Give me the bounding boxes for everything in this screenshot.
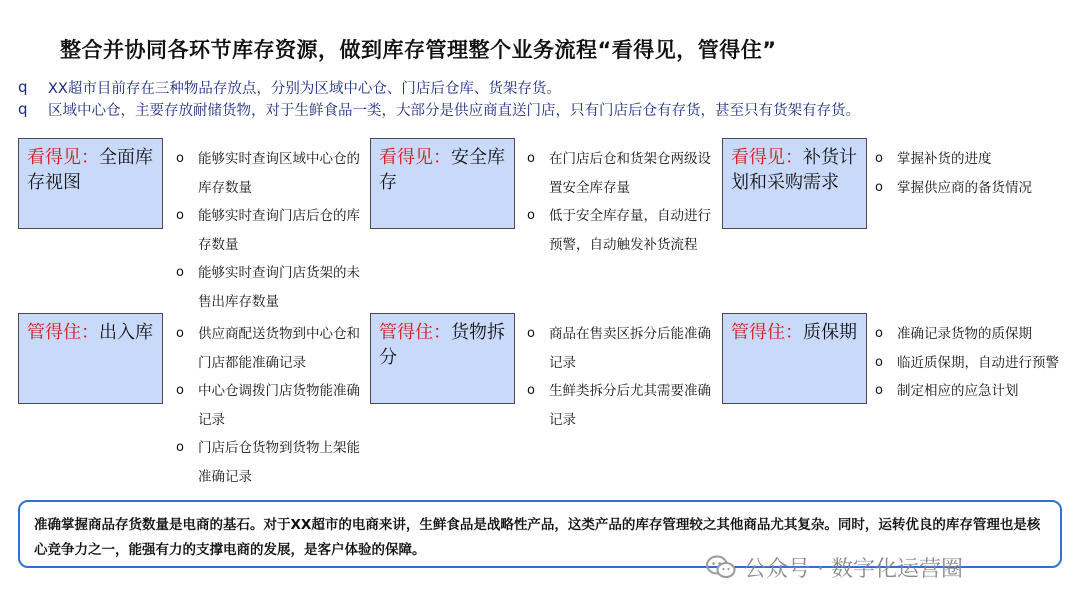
list-item: o 能够实时查询门店货架的未售出库存数量 bbox=[176, 259, 361, 316]
list-item: o 在门店后仓和货架仓两级设置安全库存量 bbox=[527, 145, 712, 202]
section-box-visibility-inventory bbox=[18, 138, 163, 229]
bullet-marker: o bbox=[527, 151, 535, 166]
section-title: 补货计划和采购需求 bbox=[731, 147, 857, 193]
bullet-marker: o bbox=[176, 326, 184, 341]
bullet-marker: o bbox=[527, 326, 535, 341]
section-box-shelf-life bbox=[722, 313, 867, 404]
section-title: 安全库存 bbox=[379, 147, 505, 193]
intro-marker-2: q bbox=[18, 100, 28, 118]
bullet-marker: o bbox=[875, 151, 883, 166]
intro-text-2: 区域中心仓，主要存放耐储货物，对于生鲜食品一类，大部分是供应商直送门店，只有门店后仓有存货，甚至只有货架有存货。 bbox=[48, 102, 860, 119]
watermark-text: 公众号 · 数字化运营圈 bbox=[744, 556, 963, 582]
bullet-marker: o bbox=[875, 326, 883, 341]
intro-marker-1: q bbox=[18, 78, 28, 96]
list-item: o 中心仓调拨门店货物能准确记录 bbox=[176, 377, 361, 434]
list-item: o 制定相应的应急计划 bbox=[875, 377, 1070, 406]
summary-box: 准确掌握商品存货数量是电商的基石。对于XX超市的电商来讲，生鲜食品是战略性产品，这类产品的库存管理较之其他商品尤其复杂。同时，运转优良的库存管理也是核心竞争力之一，能强有力的支撑电商的发展，是客户体验的保障。 bbox=[18, 500, 1062, 568]
bullet-marker: o bbox=[875, 179, 883, 195]
section-prefix: 看得见： bbox=[731, 147, 803, 168]
section-list-safety-stock bbox=[527, 145, 712, 259]
bullet-marker: o bbox=[176, 208, 184, 223]
section-prefix: 管得住： bbox=[27, 322, 99, 343]
bullet-marker: o bbox=[176, 265, 184, 280]
section-prefix: 管得住： bbox=[731, 322, 803, 343]
bullet-marker: o bbox=[176, 440, 184, 455]
section-list-goods-split bbox=[527, 320, 712, 434]
section-box-replenishment bbox=[722, 138, 867, 229]
wechat-icon bbox=[706, 554, 736, 580]
list-item: o 能够实时查询区域中心仓的库存数量 bbox=[176, 145, 361, 202]
list-item: o 掌握供应商的备货情况 bbox=[875, 174, 1070, 203]
watermark bbox=[706, 551, 963, 583]
bullet-marker: o bbox=[176, 383, 184, 398]
list-item: o 低于安全库存量，自动进行预警，自动触发补货流程 bbox=[527, 202, 712, 259]
list-item: o 生鲜类拆分后尤其需要准确记录 bbox=[527, 377, 712, 434]
list-item: o 能够实时查询门店后仓的库存数量 bbox=[176, 202, 361, 259]
section-box-safety-stock bbox=[370, 138, 515, 229]
section-list-shelf-life bbox=[875, 320, 1070, 406]
section-prefix: 看得见： bbox=[27, 147, 99, 168]
section-title: 全面库存视图 bbox=[27, 147, 153, 193]
section-title: 出入库 bbox=[99, 322, 153, 343]
list-item: o 临近质保期，自动进行预警 bbox=[875, 349, 1070, 378]
bullet-marker: o bbox=[527, 383, 535, 398]
bullet-marker: o bbox=[176, 151, 184, 166]
page-title: 整合并协同各环节库存资源，做到库存管理整个业务流程“看得见，管得住” bbox=[60, 38, 777, 62]
bullet-marker: o bbox=[527, 208, 535, 223]
intro-list bbox=[18, 76, 1068, 120]
section-box-goods-split bbox=[370, 313, 515, 404]
intro-line-1 bbox=[18, 76, 1068, 98]
section-list-visibility-inventory bbox=[176, 145, 361, 316]
section-title: 货物拆分 bbox=[379, 322, 505, 368]
section-list-inbound-outbound bbox=[176, 320, 361, 491]
intro-line-2 bbox=[18, 98, 1068, 120]
list-item: o 供应商配送货物到中心仓和门店都能准确记录 bbox=[176, 320, 361, 377]
list-item: o 准确记录货物的质保期 bbox=[875, 320, 1070, 349]
list-item: o 掌握补货的进度 bbox=[875, 145, 1070, 174]
section-list-replenishment bbox=[875, 145, 1070, 202]
list-item: o 门店后仓货物到货物上架能准确记录 bbox=[176, 434, 361, 491]
section-prefix: 管得住： bbox=[379, 322, 451, 343]
bullet-marker: o bbox=[875, 354, 883, 370]
section-title: 质保期 bbox=[803, 322, 857, 343]
section-box-inbound-outbound bbox=[18, 313, 163, 404]
intro-text-1: XX超市目前存在三种物品存放点，分别为区域中心仓、门店后仓库、货架存货。 bbox=[48, 80, 561, 97]
list-item: o 商品在售卖区拆分后能准确记录 bbox=[527, 320, 712, 377]
bullet-marker: o bbox=[875, 383, 883, 398]
section-prefix: 看得见： bbox=[379, 147, 451, 168]
